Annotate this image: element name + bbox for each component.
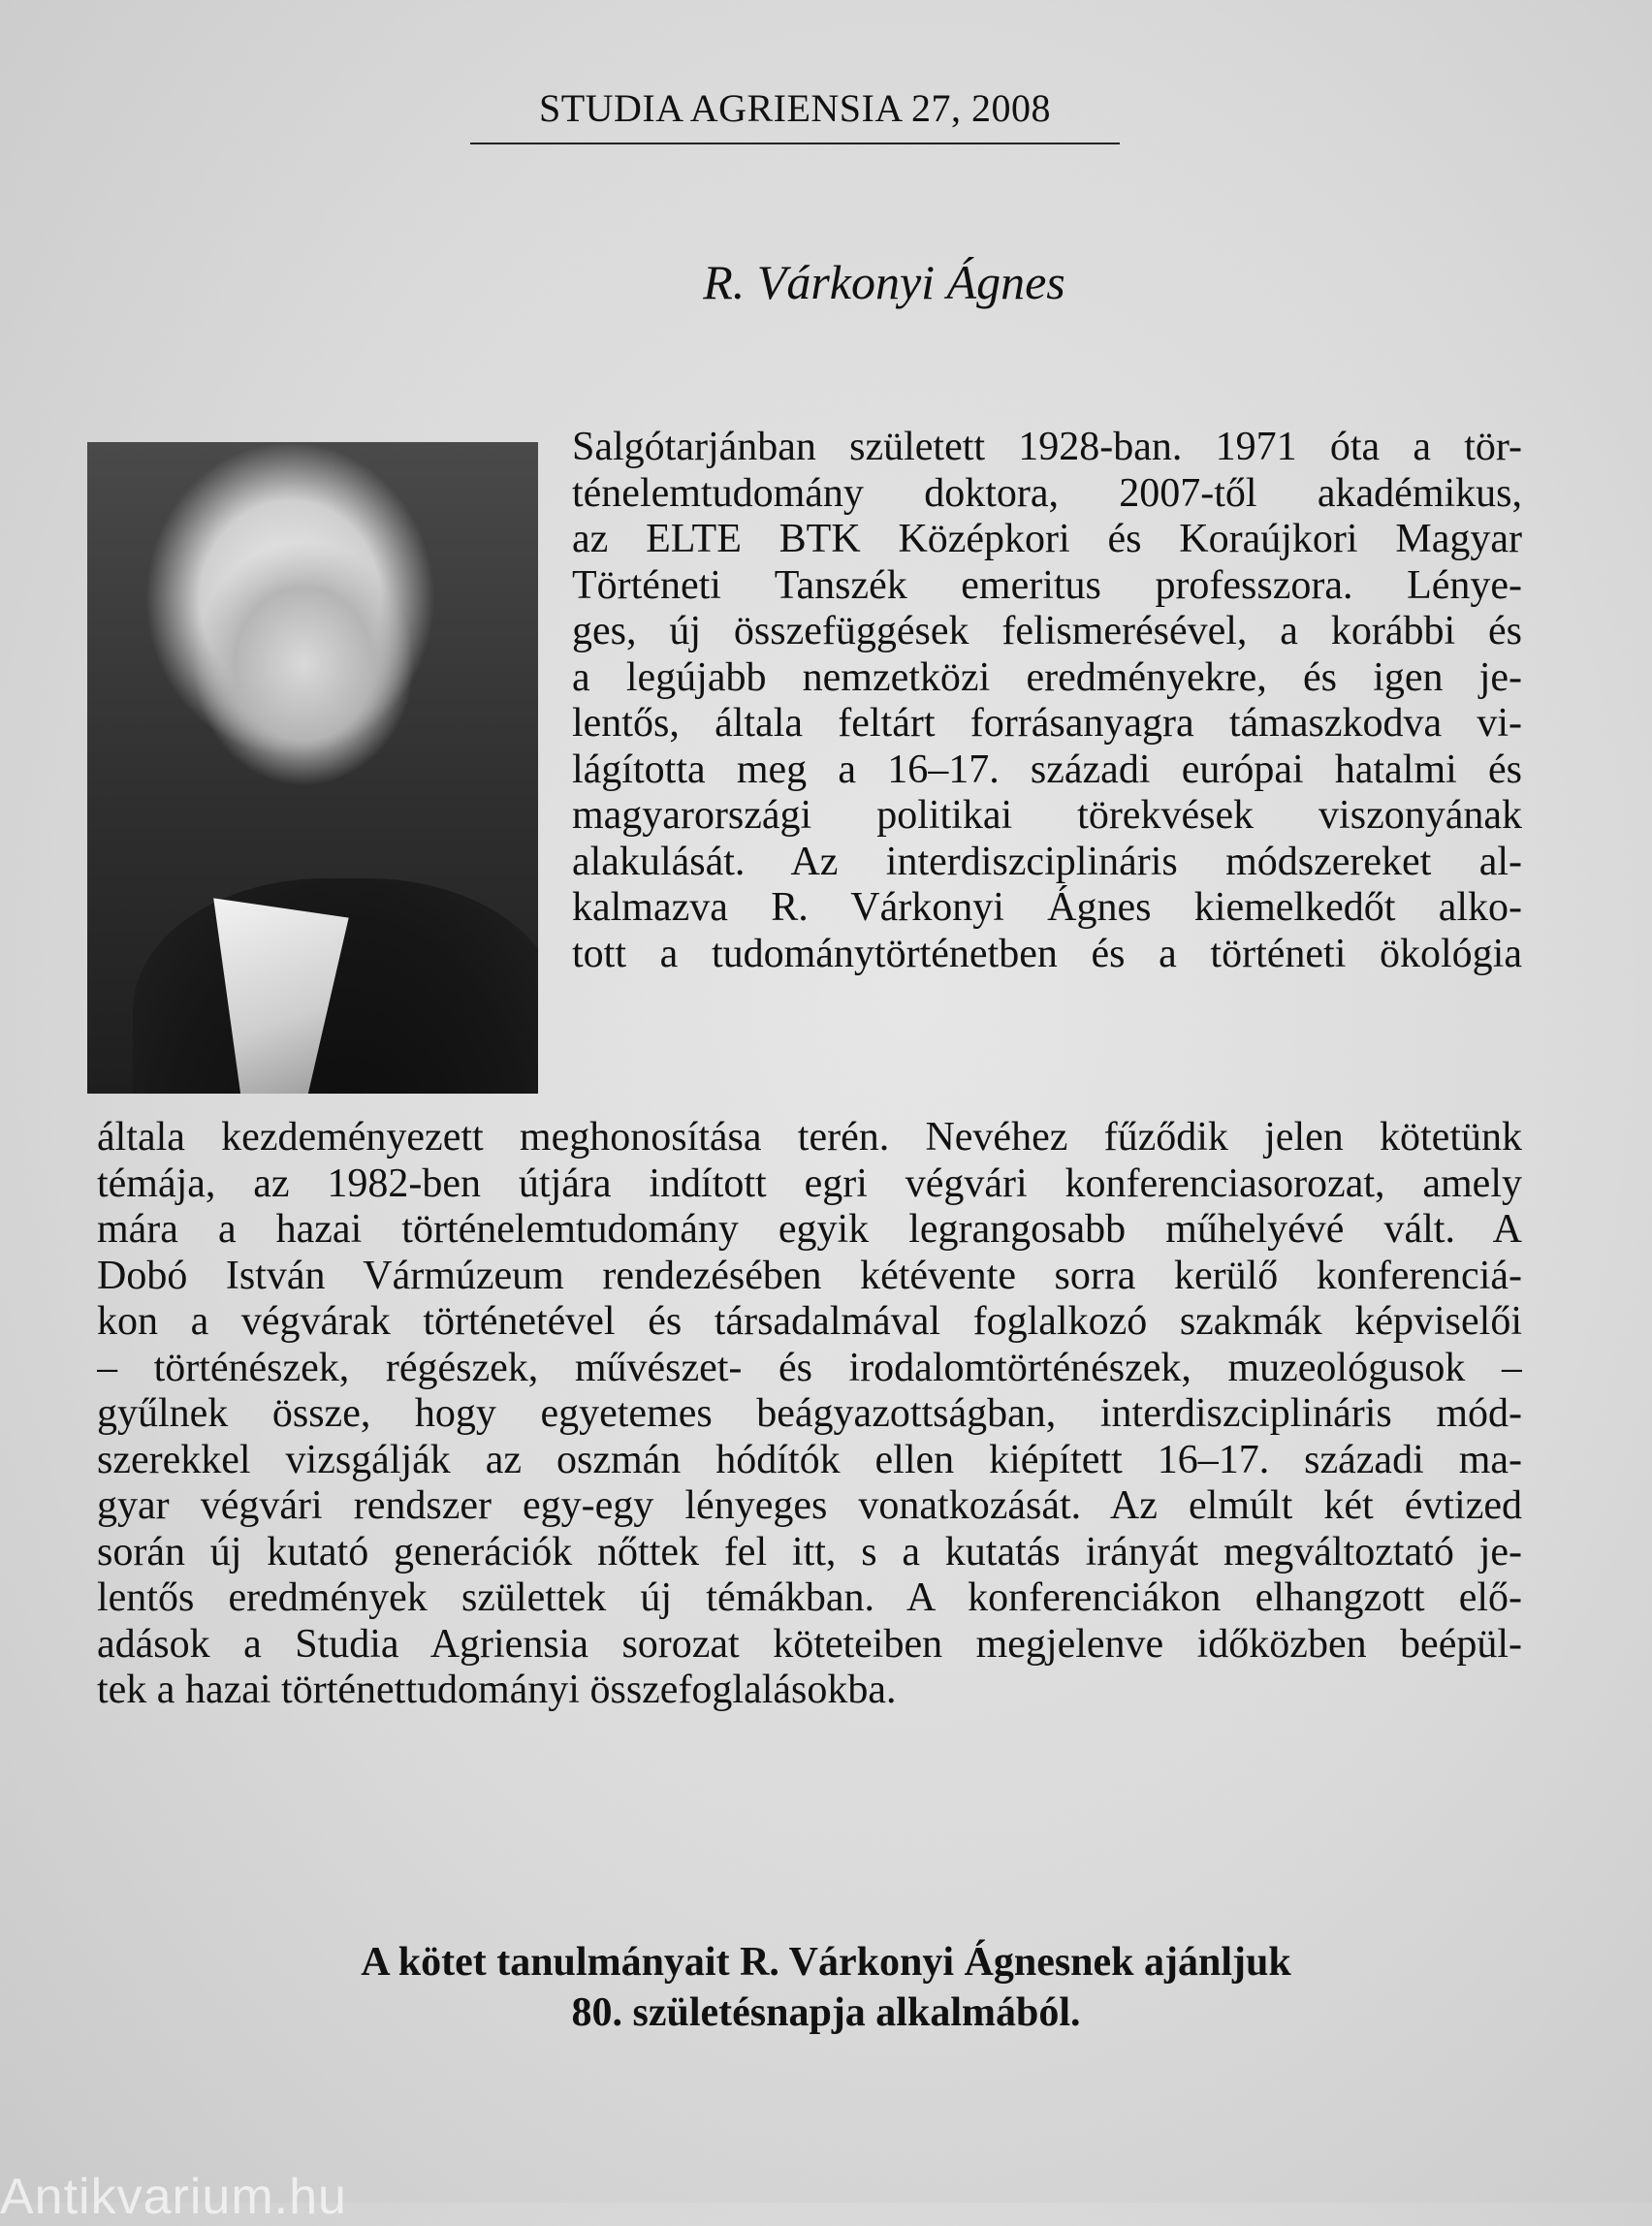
dedication	[0, 1937, 1652, 2038]
text-line: témája, az 1982-ben útjára indított egri végvári konferenciasorozat, amely	[97, 1161, 1522, 1206]
text-line: szerekkel vizsgálják az oszmán hódítók ellen kiépített 16–17. századi ma-	[97, 1437, 1522, 1482]
text-line: kon a végvárak történetével és társadalmával foglalkozó szakmák képviselői	[97, 1299, 1522, 1344]
dedication-line-1: A kötet tanulmányait R. Várkonyi Ágnesnek ajánljuk	[361, 1940, 1291, 1985]
portrait-shoulders	[133, 878, 539, 1094]
text-line: Történeti Tanszék emeritus professzora. Lénye-	[572, 562, 1522, 608]
text-line: tott a tudománytörténetben és a történeti ökológia	[572, 931, 1522, 976]
text-line: tek a hazai történettudományi összefoglalásokba.	[97, 1668, 897, 1712]
text-line: Dobó István Vármúzeum rendezésében kétévente sorra kerülő konferenciá-	[97, 1253, 1522, 1298]
text-line: során új kutató generációk nőttek fel itt, s a kutatás irányát megváltoztató je-	[97, 1529, 1522, 1574]
text-line: kalmazva R. Várkonyi Ágnes kiemelkedőt alko-	[572, 885, 1522, 930]
text-line: a legújabb nemzetközi eredményekre, és igen je-	[572, 654, 1522, 700]
text-line: – történészek, régészek, művészet- és irodalomtörténészek, muzeológusok –	[97, 1345, 1522, 1390]
text-line: alakulását. Az interdiszciplináris módszereket al-	[572, 839, 1522, 884]
text-line: gyűlnek össze, hogy egyetemes beágyazottságban, interdiszciplináris mód-	[97, 1391, 1522, 1436]
text-line: lentős, általa feltárt forrásanyagra támaszkodva vi-	[572, 701, 1522, 746]
text-line: Salgótarjánban született 1928-ban. 1971 óta a tör-	[572, 425, 1522, 469]
biography-text-full-width	[97, 1115, 1522, 1714]
text-line: ténelemtudomány doktora, 2007-től akadémikus,	[572, 470, 1522, 516]
text-line: gyar végvári rendszer egy-egy lényeges vonatkozását. Az elmúlt két évtized	[97, 1483, 1522, 1528]
text-line: adások a Studia Agriensia sorozat köteteiben megjelenve időközben beépül-	[97, 1621, 1522, 1667]
text-line: lágította meg a 16–17. századi európai hatalmi és	[572, 747, 1522, 792]
text-line: az ELTE BTK Középkori és Koraújkori Magyar	[572, 517, 1522, 561]
author-name: R. Várkonyi Ágnes	[703, 255, 1065, 309]
dedication-line-2: 80. születésnapja alkalmából.	[571, 1990, 1081, 2035]
text-line: magyarországi politikai törekvések viszonyának	[572, 793, 1522, 838]
author-portrait-photo	[87, 442, 538, 1094]
text-line: ges, új összefüggések felismerésével, a korábbi és	[572, 609, 1522, 653]
text-line: mára a hazai történelemtudomány egyik legrangosabb műhelyévé vált. A	[97, 1207, 1522, 1252]
biography-text-beside-photo	[572, 425, 1522, 977]
text-line: lentős eredmények születtek új témákban. A konferenciákon elhangzott elő-	[97, 1575, 1522, 1620]
watermark-text: Antikvarium.hu	[0, 2169, 347, 2225]
text-line: általa kezdeményezett meghonosítása terén. Nevéhez fűződik jelen kötetünk	[97, 1115, 1522, 1160]
running-header: STUDIA AGRIENSIA 27, 2008	[470, 85, 1120, 144]
